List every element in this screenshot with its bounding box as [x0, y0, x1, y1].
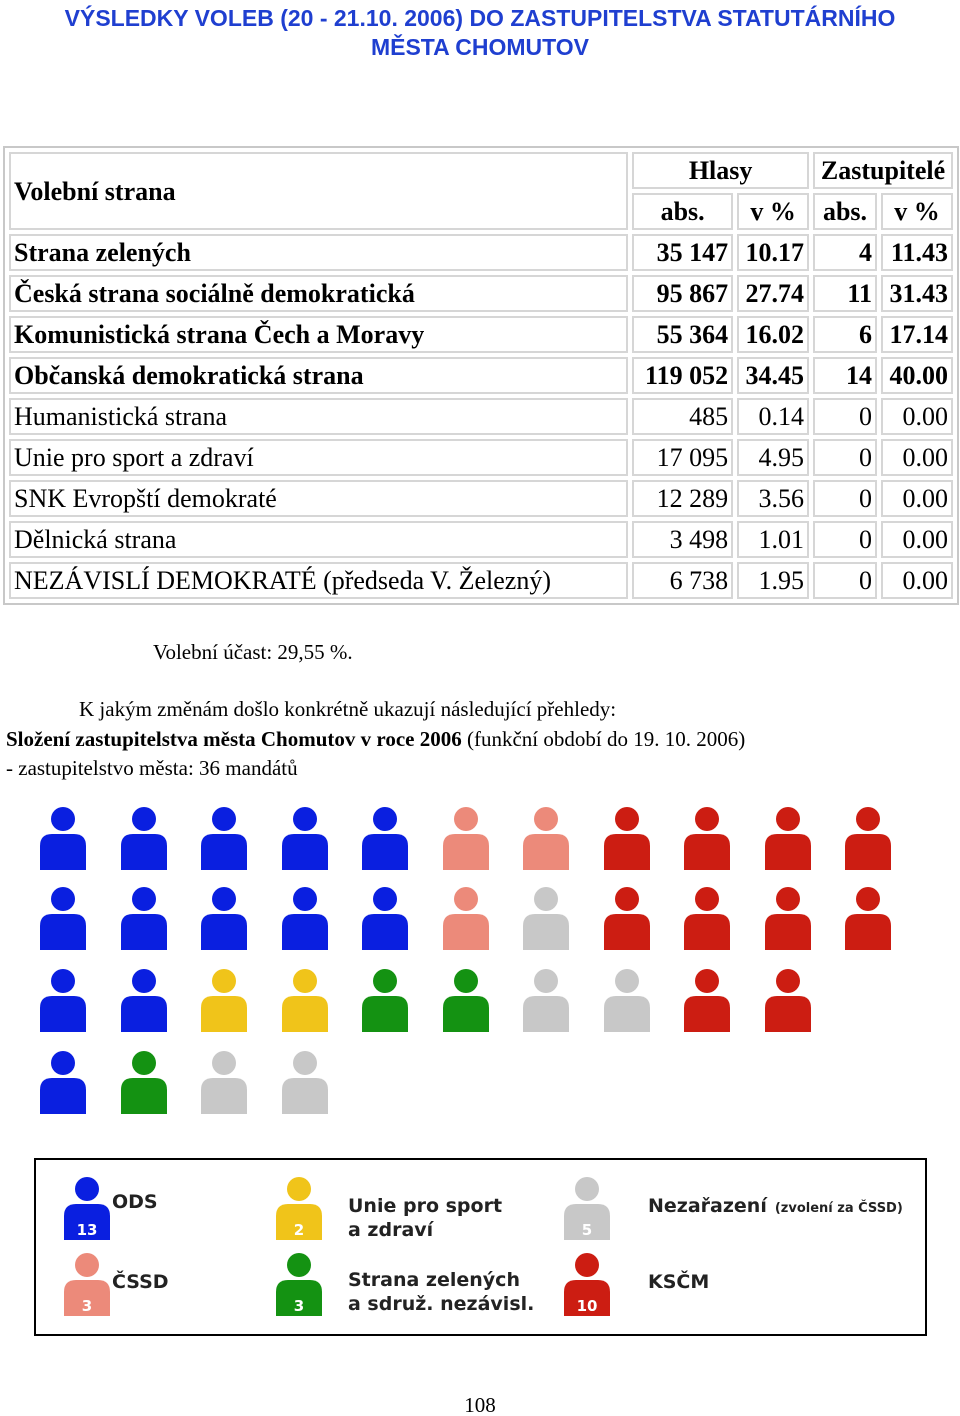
person-icon [843, 886, 893, 950]
person-icon [521, 886, 571, 950]
person-icon [360, 886, 410, 950]
seat-kscm [843, 806, 893, 870]
seats-pct-cell: 11.43 [881, 234, 953, 271]
votes-pct-cell: 1.01 [737, 521, 809, 558]
seat-ods [360, 806, 410, 870]
seats-pct-cell: 0.00 [881, 439, 953, 476]
results-row [9, 439, 953, 476]
legend-label-yellow [348, 1194, 502, 1242]
seat-yellow [199, 968, 249, 1032]
person-icon [682, 806, 732, 870]
header-reps-pct: v % [881, 193, 953, 230]
seats-abs-cell: 0 [813, 480, 877, 517]
person-icon [602, 968, 652, 1032]
party-cell: Česká strana sociálně demokratická [9, 275, 628, 312]
legend-label-line1: ČSSD [112, 1271, 169, 1293]
seats-abs-cell: 14 [813, 357, 877, 394]
seat-grey [602, 968, 652, 1032]
votes-pct-cell: 0.14 [737, 398, 809, 435]
seats-abs-cell: 6 [813, 316, 877, 353]
seat-yellow [280, 968, 330, 1032]
party-cell: Unie pro sport a zdraví [9, 439, 628, 476]
composition-term: (funkční období do 19. 10. 2006) [461, 727, 746, 751]
party-cell: Komunistická strana Čech a Moravy [9, 316, 628, 353]
legend-figure-grey [562, 1176, 612, 1240]
party-cell: NEZÁVISLÍ DEMOKRATÉ (předseda V. Železný) [9, 562, 628, 599]
seat-ods [38, 886, 88, 950]
person-icon [441, 886, 491, 950]
seat-green [119, 1050, 169, 1114]
party-cell: Strana zelených [9, 234, 628, 271]
seat-kscm [682, 806, 732, 870]
party-cell: Humanistická strana [9, 398, 628, 435]
legend-count: 10 [576, 1297, 598, 1315]
person-icon [763, 968, 813, 1032]
person-icon [119, 1050, 169, 1114]
legend-label-grey [648, 1194, 903, 1221]
seat-ods [280, 806, 330, 870]
seat-grey [521, 886, 571, 950]
person-icon [682, 886, 732, 950]
person-icon [119, 968, 169, 1032]
votes-abs-cell: 3 498 [632, 521, 733, 558]
legend-figure-green [274, 1252, 324, 1316]
header-votes-pct: v % [737, 193, 809, 230]
legend-label-ods [112, 1190, 158, 1214]
page-number: 108 [464, 1393, 496, 1416]
person-icon [62, 1176, 112, 1240]
intro-text: K jakým změnám došlo konkrétně ukazují následující přehledy: [79, 697, 617, 721]
person-icon [199, 806, 249, 870]
seats-pct-cell: 0.00 [881, 398, 953, 435]
person-icon [280, 1050, 330, 1114]
person-icon [280, 886, 330, 950]
votes-abs-cell: 35 147 [632, 234, 733, 271]
person-icon [38, 968, 88, 1032]
seat-ods [119, 968, 169, 1032]
person-icon [280, 968, 330, 1032]
person-icon [441, 968, 491, 1032]
person-icon [602, 806, 652, 870]
seat-ods [119, 886, 169, 950]
person-icon [602, 886, 652, 950]
person-icon [38, 806, 88, 870]
seat-cssd [521, 806, 571, 870]
header-reps-abs: abs. [813, 193, 877, 230]
votes-pct-cell: 10.17 [737, 234, 809, 271]
seat-grey [521, 968, 571, 1032]
seat-green [441, 968, 491, 1032]
seat-grey [199, 1050, 249, 1114]
votes-abs-cell: 55 364 [632, 316, 733, 353]
person-icon [521, 806, 571, 870]
legend-count: 13 [76, 1221, 98, 1239]
seats-abs-cell: 0 [813, 521, 877, 558]
legend-label-line1: Nezařazení [648, 1195, 767, 1217]
seats-pct-cell: 0.00 [881, 562, 953, 599]
seat-ods [360, 886, 410, 950]
header-party: Volební strana [9, 152, 628, 230]
person-icon [119, 806, 169, 870]
page-title [0, 4, 960, 62]
legend-label-line1: KSČM [648, 1271, 710, 1293]
seat-grey [280, 1050, 330, 1114]
seat-ods [199, 806, 249, 870]
votes-abs-cell: 17 095 [632, 439, 733, 476]
seats-abs-cell: 11 [813, 275, 877, 312]
results-row [9, 234, 953, 271]
person-icon [38, 886, 88, 950]
party-cell: SNK Evropští demokraté [9, 480, 628, 517]
title-line-1: VÝSLEDKY VOLEB (20 - 21.10. 2006) DO ZASTUPITELSTVA STATUTÁRNÍHO [64, 5, 896, 31]
results-row [9, 480, 953, 517]
turnout-text: Volební účast: 29,55 %. [153, 640, 353, 664]
votes-abs-cell: 119 052 [632, 357, 733, 394]
person-icon [274, 1252, 324, 1316]
seat-kscm [682, 886, 732, 950]
person-icon [274, 1176, 324, 1240]
person-icon [360, 806, 410, 870]
legend-count: 3 [293, 1297, 305, 1315]
votes-pct-cell: 34.45 [737, 357, 809, 394]
header-votes-abs: abs. [632, 193, 733, 230]
seat-kscm [843, 886, 893, 950]
person-icon [38, 1050, 88, 1114]
seat-ods [38, 968, 88, 1032]
votes-pct-cell: 3.56 [737, 480, 809, 517]
results-row [9, 521, 953, 558]
mandates-text: - zastupitelstvo města: 36 mandátů [6, 756, 298, 780]
person-icon [199, 886, 249, 950]
person-icon [521, 968, 571, 1032]
legend-label-line1: ODS [112, 1191, 158, 1213]
legend-figure-yellow [274, 1176, 324, 1240]
person-icon [562, 1252, 612, 1316]
party-legend [34, 1158, 927, 1336]
votes-pct-cell: 1.95 [737, 562, 809, 599]
votes-abs-cell: 95 867 [632, 275, 733, 312]
person-icon [119, 886, 169, 950]
person-icon [682, 968, 732, 1032]
votes-pct-cell: 4.95 [737, 439, 809, 476]
seat-ods [199, 886, 249, 950]
seats-abs-cell: 0 [813, 398, 877, 435]
person-icon [199, 1050, 249, 1114]
legend-count: 3 [81, 1297, 93, 1315]
seat-kscm [763, 968, 813, 1032]
seat-kscm [763, 806, 813, 870]
results-row [9, 275, 953, 312]
legend-label-green [348, 1268, 534, 1316]
results-row [9, 316, 953, 353]
seats-pct-cell: 40.00 [881, 357, 953, 394]
legend-figure-cssd [62, 1252, 112, 1316]
person-icon [62, 1252, 112, 1316]
person-icon [441, 806, 491, 870]
results-row [9, 398, 953, 435]
legend-label-line2: a sdruž. nezávisl. [348, 1293, 535, 1315]
votes-abs-cell: 12 289 [632, 480, 733, 517]
person-icon [199, 968, 249, 1032]
legend-label-line1: Strana zelených [348, 1269, 520, 1291]
person-icon [763, 886, 813, 950]
party-cell: Dělnická strana [9, 521, 628, 558]
seats-abs-cell: 0 [813, 562, 877, 599]
votes-abs-cell: 6 738 [632, 562, 733, 599]
composition-heading [6, 727, 745, 752]
seats-pct-cell: 31.43 [881, 275, 953, 312]
legend-note: (zvolení za ČSSD) [774, 1201, 903, 1216]
seats-pct-cell: 17.14 [881, 316, 953, 353]
legend-label-kscm [648, 1270, 709, 1294]
legend-label-line1: Unie pro sport [348, 1195, 503, 1217]
results-row [9, 562, 953, 599]
seat-ods [280, 886, 330, 950]
legend-count: 2 [293, 1221, 305, 1239]
seat-chart [0, 800, 960, 1140]
legend-label-line2: a zdraví [348, 1219, 434, 1241]
seat-cssd [441, 806, 491, 870]
seat-ods [38, 806, 88, 870]
seat-ods [119, 806, 169, 870]
composition-bold: Složení zastupitelstva města Chomutov v roce 2006 [6, 727, 462, 751]
results-row [9, 357, 953, 394]
person-icon [360, 968, 410, 1032]
seat-kscm [682, 968, 732, 1032]
votes-pct-cell: 16.02 [737, 316, 809, 353]
header-votes: Hlasy [632, 152, 809, 189]
seats-pct-cell: 0.00 [881, 480, 953, 517]
party-cell: Občanská demokratická strana [9, 357, 628, 394]
seat-kscm [602, 886, 652, 950]
votes-pct-cell: 27.74 [737, 275, 809, 312]
seats-abs-cell: 0 [813, 439, 877, 476]
legend-label-cssd [112, 1270, 169, 1294]
legend-count: 5 [581, 1221, 593, 1239]
seat-cssd [441, 886, 491, 950]
person-icon [843, 806, 893, 870]
seats-abs-cell: 4 [813, 234, 877, 271]
seat-kscm [602, 806, 652, 870]
results-table [3, 146, 959, 605]
header-reps: Zastupitelé [813, 152, 953, 189]
seat-kscm [763, 886, 813, 950]
votes-abs-cell: 485 [632, 398, 733, 435]
seat-ods [38, 1050, 88, 1114]
person-icon [280, 806, 330, 870]
legend-figure-ods [62, 1176, 112, 1240]
seats-pct-cell: 0.00 [881, 521, 953, 558]
title-line-2: MĚSTA CHOMUTOV [370, 34, 590, 60]
seat-green [360, 968, 410, 1032]
person-icon [763, 806, 813, 870]
legend-figure-kscm [562, 1252, 612, 1316]
person-icon [562, 1176, 612, 1240]
